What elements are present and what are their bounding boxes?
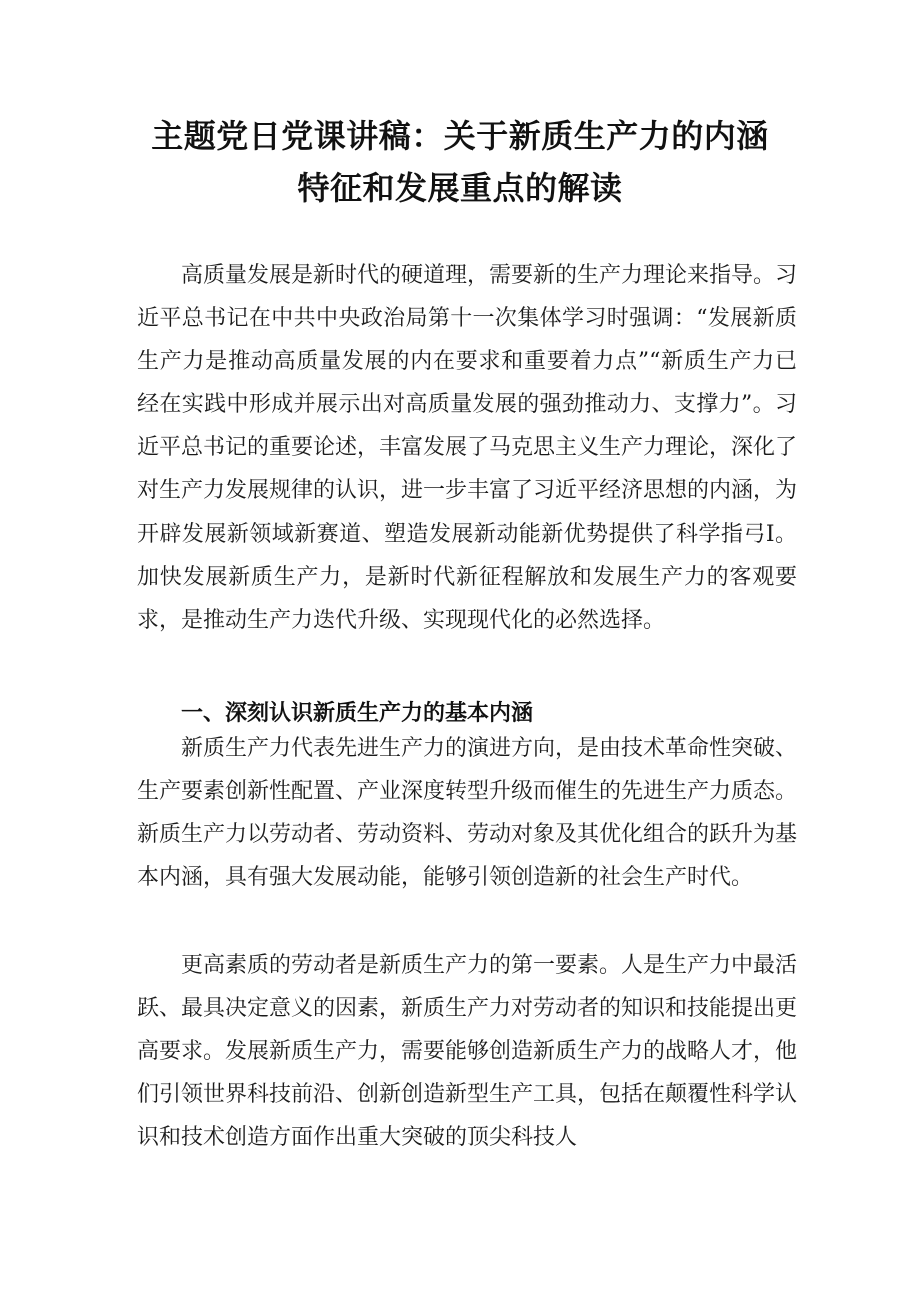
intro-paragraph: 高质量发展是新时代的硬道理，需要新的生产力理论来指导。习近平总书记在中共中央政治局第十一次集体学习时强调：“发展新质生产力是推动高质量发展的内在要求和重要着力点”“新质生产力已经在实践中形成并展示出对高质量发展的强劲推动力、支撑力”。习近平总书记的重要论述，丰富发展了马克思主义生产力理论，深化了对生产力发展规律的认识，进一步丰富了习近平经济思想的内涵，为开辟发展新领域新赛道、塑造发展新动能新优势提供了科学指弓I。加快发展新质生产力，是新时代新征程解放和发展生产力的客观要求，是推动生产力迭代升级、实现现代化的必然选择。 xyxy=(137,263,798,633)
section-heading-1: 一、深刻认识新质生产力的基本内涵 xyxy=(181,701,534,726)
section-1-paragraph-1: 新质生产力代表先进生产力的演进方向，是由技术革命性突破、生产要素创新性配置、产业深度转型升级而催生的先进生产力质态。新质生产力以劳动者、劳动资料、劳动对象及其优化组合的跃升为基本内涵，具有强大发展动能，能够引领创造新的社会生产时代。 xyxy=(137,736,798,891)
document-title-line-1: 主题党日党课讲稿：关于新质生产力的内涵 xyxy=(151,117,769,155)
section-1-paragraph-2: 更高素质的劳动者是新质生产力的第一要素。人是生产力中最活跃、最具决定意义的因素，新质生产力对劳动者的知识和技能提出更高要求。发展新质生产力，需要能够创造新质生产力的战略人才，他们引领世界科技前沿、创新创造新型生产工具，包括在颠覆性科学认识和技术创造方面作出重大突破的顶尖科技人 xyxy=(137,953,798,1151)
document-title-line-2: 特征和发展重点的解读 xyxy=(297,169,623,207)
